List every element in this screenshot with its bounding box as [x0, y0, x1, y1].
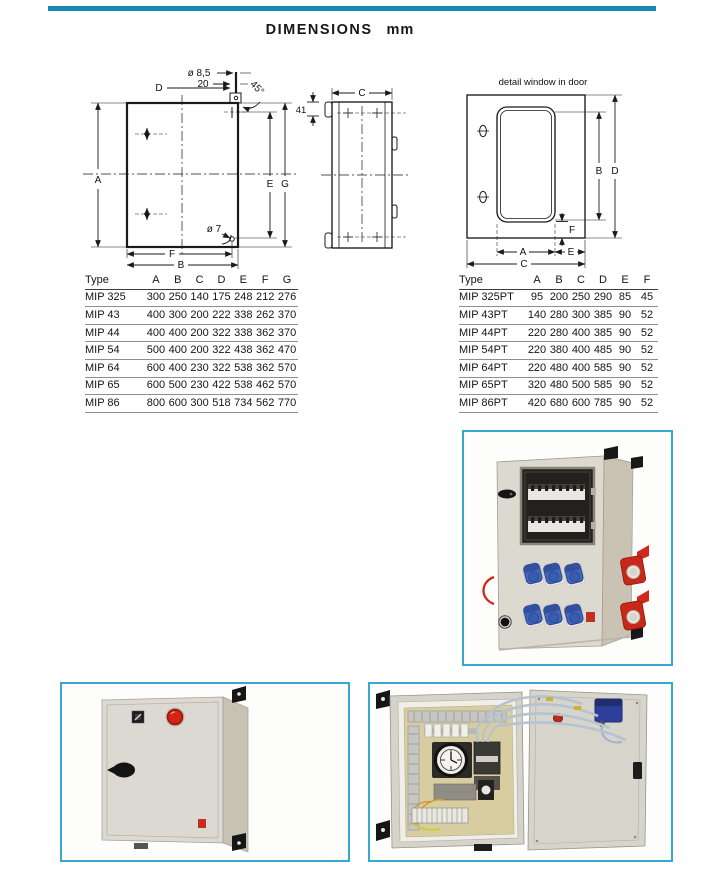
col-header: E	[614, 272, 636, 289]
timer-dial	[432, 742, 472, 778]
page-title-text: DIMENSIONS	[265, 22, 373, 38]
dim-label-a: A	[519, 247, 527, 258]
col-header: A	[145, 272, 167, 289]
wall-flange	[325, 233, 332, 248]
door-window-detail-drawing	[455, 72, 673, 272]
door-knob	[498, 490, 516, 499]
dim-label-c: C	[520, 259, 528, 270]
cell-value: 438	[232, 342, 254, 360]
cell-value: 362	[254, 342, 276, 360]
col-header: B	[167, 272, 189, 289]
cell-value: 570	[276, 359, 298, 377]
cell-value: 222	[211, 307, 233, 325]
breaker-window	[521, 468, 596, 544]
photo-open-enclosure-interior	[368, 682, 673, 862]
dimensions-table-mip-pt	[459, 272, 658, 413]
brand-label	[586, 612, 595, 622]
dim-label-c: C	[358, 88, 366, 99]
cell-value: 734	[232, 395, 254, 413]
cell-value: 212	[254, 289, 276, 307]
din-modules	[424, 724, 476, 737]
cell-value: 200	[189, 324, 211, 342]
cell-value: 585	[592, 359, 614, 377]
cell-value: 300	[189, 395, 211, 413]
cell-value: 770	[276, 395, 298, 413]
dim-label-d: D	[611, 166, 619, 177]
cell-value: 462	[254, 377, 276, 395]
cell-value: 95	[526, 289, 548, 307]
cell-value: 538	[232, 359, 254, 377]
cell-value: 680	[548, 395, 570, 413]
col-header: A	[526, 272, 548, 289]
door-handle	[633, 762, 642, 779]
table-row	[85, 289, 298, 307]
col-header: C	[189, 272, 211, 289]
cell-value: 45	[636, 289, 658, 307]
cell-value: 362	[254, 324, 276, 342]
col-header: B	[548, 272, 570, 289]
window-outline	[497, 107, 555, 222]
cell-value: 230	[189, 377, 211, 395]
cell-value: 420	[526, 395, 548, 413]
col-header-type: Type	[85, 272, 145, 289]
cell-value: 322	[211, 359, 233, 377]
cell-value: 500	[570, 377, 592, 395]
hinge	[392, 205, 397, 218]
cell-value: 230	[189, 359, 211, 377]
cell-value: 52	[636, 307, 658, 325]
membrane-button	[499, 616, 511, 628]
cell-value: 370	[276, 324, 298, 342]
cell-value: 400	[167, 342, 189, 360]
cell-value: 785	[592, 395, 614, 413]
cell-value: 422	[211, 377, 233, 395]
cell-value: 90	[614, 307, 636, 325]
cabinet-outline	[127, 103, 238, 247]
table-row	[459, 377, 658, 395]
front-view-drawing	[75, 57, 325, 272]
cell-value: 220	[526, 324, 548, 342]
cell-value: 380	[548, 342, 570, 360]
cell-value: 600	[570, 395, 592, 413]
cell-value: 85	[614, 289, 636, 307]
cell-value: 52	[636, 342, 658, 360]
dim-label-e: E	[567, 247, 575, 258]
dim-label-a: A	[94, 175, 102, 186]
cell-value: 500	[145, 342, 167, 360]
dim-label-hole-bottom: ø 7	[206, 224, 222, 235]
cell-value: 322	[211, 324, 233, 342]
cell-value: 300	[570, 307, 592, 325]
cell-value: 338	[232, 307, 254, 325]
selector-switch	[132, 711, 144, 723]
header-row	[85, 272, 298, 289]
cell-value: 175	[211, 289, 233, 307]
table-row	[85, 342, 298, 360]
cell-value: 250	[570, 289, 592, 307]
cell-type: MIP 64PT	[459, 359, 526, 377]
cell-value: 200	[548, 289, 570, 307]
photo-control-enclosure-front	[60, 682, 350, 862]
cell-value: 385	[592, 324, 614, 342]
cell-value: 276	[276, 289, 298, 307]
cell-type: MIP 65	[85, 377, 145, 395]
table-row	[85, 395, 298, 413]
cell-value: 480	[548, 377, 570, 395]
cell-value: 52	[636, 359, 658, 377]
cell-value: 140	[189, 289, 211, 307]
table-row	[85, 324, 298, 342]
cell-type: MIP 65PT	[459, 377, 526, 395]
cell-value: 200	[189, 307, 211, 325]
cell-value: 90	[614, 324, 636, 342]
cell-value: 400	[570, 359, 592, 377]
cell-value: 250	[167, 289, 189, 307]
col-header: G	[276, 272, 298, 289]
header-row	[459, 272, 658, 289]
cell-value: 570	[276, 377, 298, 395]
cell-value: 280	[548, 307, 570, 325]
cell-value: 600	[167, 395, 189, 413]
cell-value: 480	[548, 359, 570, 377]
dim-label-offset-20: 20	[197, 79, 209, 90]
cell-value: 300	[145, 289, 167, 307]
col-header: D	[211, 272, 233, 289]
cell-value: 90	[614, 359, 636, 377]
col-header: C	[570, 272, 592, 289]
dim-label-f: F	[168, 249, 176, 260]
table-row	[459, 342, 658, 360]
cell-value: 585	[592, 377, 614, 395]
cell-value: 90	[614, 377, 636, 395]
table-row	[459, 307, 658, 325]
cell-value: 362	[254, 359, 276, 377]
dimensions-table-mip	[85, 272, 298, 413]
page-title-unit: mm	[386, 22, 415, 38]
photo-socket-distribution-enclosure	[462, 430, 673, 666]
cell-value: 262	[254, 307, 276, 325]
cell-type: MIP 54PT	[459, 342, 526, 360]
cell-value: 600	[145, 377, 167, 395]
top-fixing-tab	[230, 93, 241, 103]
cell-value: 90	[614, 395, 636, 413]
door-detail-title: detail window in door	[498, 77, 588, 88]
cell-value: 400	[145, 324, 167, 342]
cell-value: 500	[167, 377, 189, 395]
door-outline	[467, 95, 585, 238]
table-row	[459, 359, 658, 377]
cell-type: MIP 43PT	[459, 307, 526, 325]
cell-value: 140	[526, 307, 548, 325]
dim-label-hole-top: ø 8,5	[187, 68, 211, 79]
wall-flange	[325, 102, 332, 117]
cell-value: 300	[167, 307, 189, 325]
cell-value: 400	[167, 359, 189, 377]
table-row	[459, 395, 658, 413]
cell-type: MIP 86	[85, 395, 145, 413]
cell-value: 90	[614, 342, 636, 360]
cell-value: 370	[276, 307, 298, 325]
col-header: F	[636, 272, 658, 289]
dim-label-45deg: 45°	[247, 78, 267, 98]
cell-type: MIP 325	[85, 289, 145, 307]
table-row	[85, 377, 298, 395]
page-title	[0, 22, 680, 38]
cell-value: 52	[636, 324, 658, 342]
cell-value: 400	[570, 324, 592, 342]
cell-value: 400	[570, 342, 592, 360]
cell-value: 400	[167, 324, 189, 342]
dim-label-41: 41	[295, 105, 307, 116]
door-latch	[474, 844, 492, 851]
cell-value: 322	[211, 342, 233, 360]
side-view-drawing	[293, 80, 413, 260]
cell-value: 470	[276, 342, 298, 360]
dim-label-f: F	[568, 225, 576, 236]
table-row	[85, 307, 298, 325]
hinge	[392, 137, 397, 150]
door-latch	[134, 843, 148, 849]
cell-value: 52	[636, 377, 658, 395]
cell-value: 518	[211, 395, 233, 413]
cell-value: 485	[592, 342, 614, 360]
col-header: F	[254, 272, 276, 289]
cell-type: MIP 44	[85, 324, 145, 342]
cell-type: MIP 44PT	[459, 324, 526, 342]
table-row	[459, 324, 658, 342]
cell-value: 52	[636, 395, 658, 413]
cell-type: MIP 325PT	[459, 289, 526, 307]
cell-type: MIP 86PT	[459, 395, 526, 413]
cell-value: 538	[232, 377, 254, 395]
col-header-type: Type	[459, 272, 526, 289]
cell-value: 400	[145, 307, 167, 325]
mounting-bracket	[376, 690, 390, 841]
dim-label-b: B	[595, 166, 603, 177]
cell-value: 220	[526, 359, 548, 377]
cell-value: 248	[232, 289, 254, 307]
col-header: D	[592, 272, 614, 289]
cell-value: 600	[145, 359, 167, 377]
brand-label	[198, 819, 206, 828]
table-row	[85, 359, 298, 377]
red-seal-wire	[484, 577, 495, 604]
cell-value: 385	[592, 307, 614, 325]
cell-value: 200	[189, 342, 211, 360]
cell-value: 800	[145, 395, 167, 413]
dim-label-g: G	[281, 179, 289, 190]
dim-label-d: D	[155, 83, 163, 94]
cell-value: 280	[548, 324, 570, 342]
pilot-light	[166, 708, 184, 726]
dim-label-e: E	[266, 179, 274, 190]
col-header: E	[232, 272, 254, 289]
cell-type: MIP 54	[85, 342, 145, 360]
cell-type: MIP 43	[85, 307, 145, 325]
cell-type: MIP 64	[85, 359, 145, 377]
cell-value: 290	[592, 289, 614, 307]
cell-value: 562	[254, 395, 276, 413]
table-row	[459, 289, 658, 307]
dim-label-b: B	[177, 260, 185, 271]
cell-value: 338	[232, 324, 254, 342]
top-divider-rule	[48, 6, 656, 11]
cell-value: 320	[526, 377, 548, 395]
cell-value: 220	[526, 342, 548, 360]
